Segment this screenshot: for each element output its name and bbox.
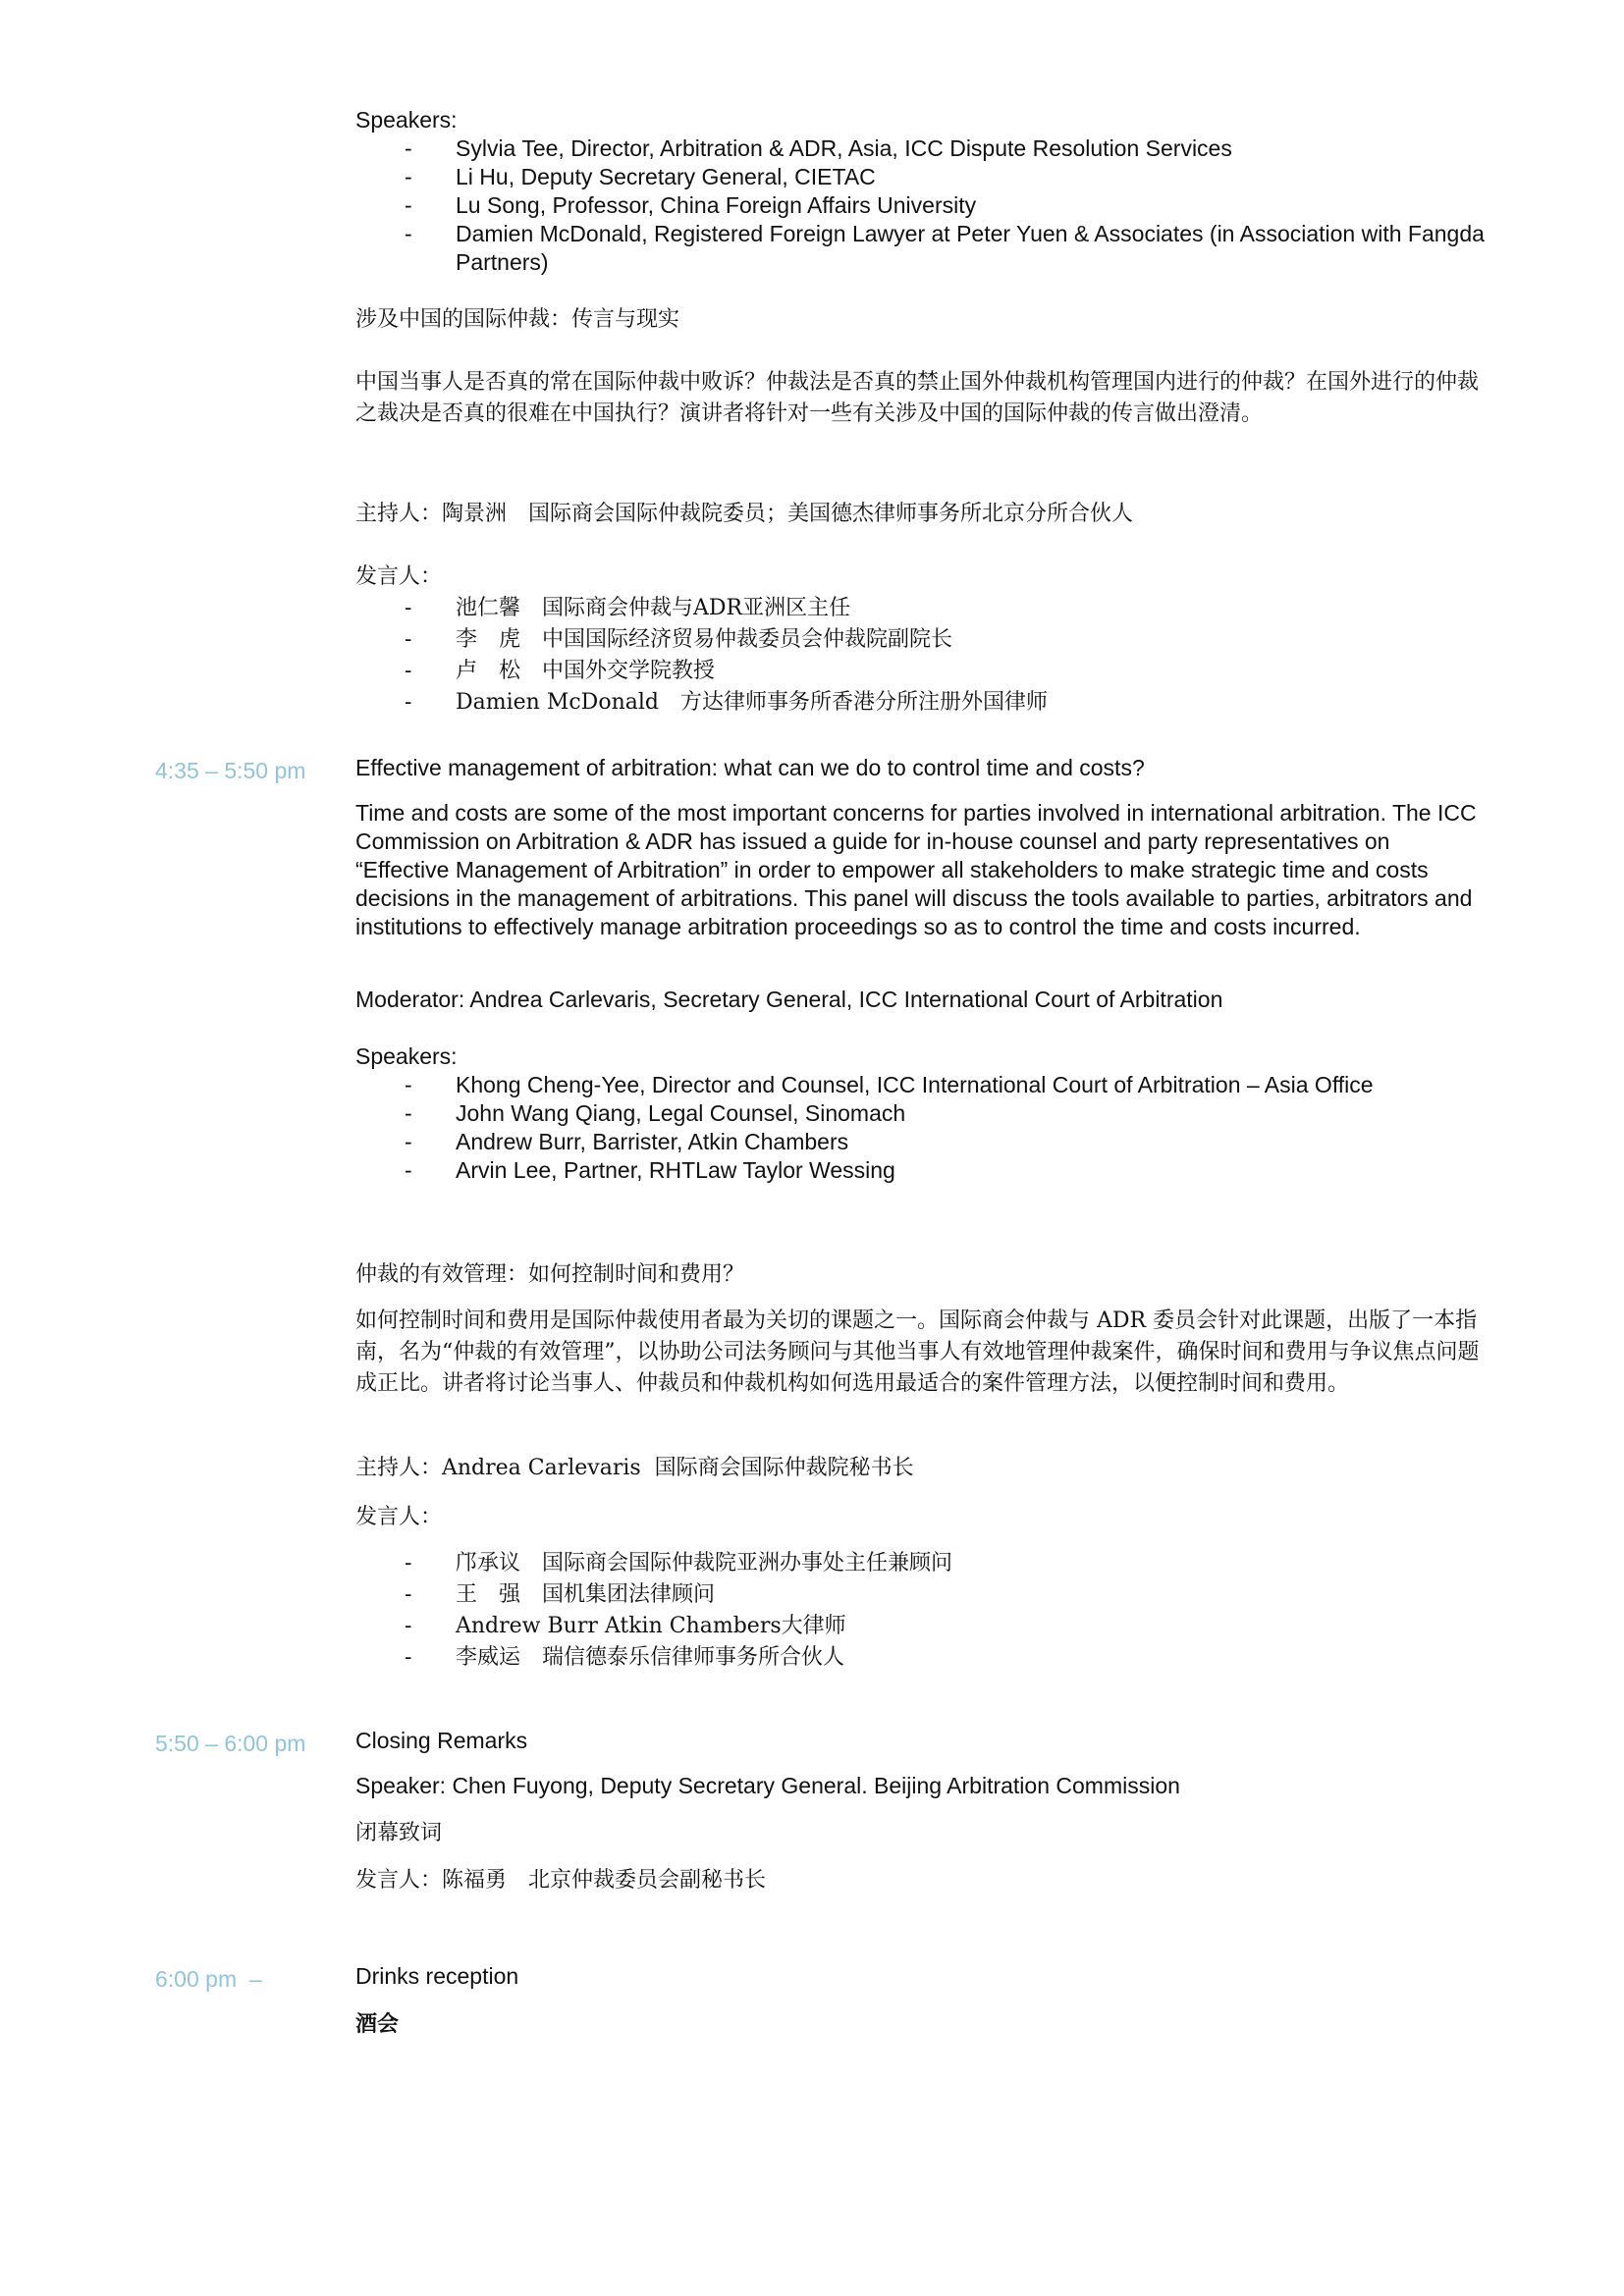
session2-cn-moderator: 主持人：Andrea Carlevaris 国际商会国际仲裁院秘书长: [355, 1456, 914, 1480]
session3-cn-title: 闭幕致词: [355, 1821, 443, 1845]
session4-cn-title: 酒会: [355, 2011, 400, 2037]
session2-cn-speakers: [355, 1502, 1485, 1674]
cn-speaker-item: - 邝承议 国际商会国际仲裁院亚洲办事处主任兼顾问: [355, 1548, 1485, 1579]
session1-cn-desc: 中国当事人是否真的常在国际仲裁中败诉？仲裁法是否真的禁止国外仲裁机构管理国内进行的仲裁？在国外进行的仲裁之裁决是否真的很难在中国执行？演讲者将针对一些有关涉及中国的国际仲裁的传言做出澄清。: [355, 370, 1480, 426]
session3-speaker: Speaker: Chen Fuyong, Deputy Secretary General. Beijing Arbitration Commission: [355, 1773, 1180, 1798]
speaker-list: [355, 134, 1485, 277]
session1-speakers: [355, 106, 1485, 277]
session3-cn-speaker: 发言人：陈福勇 北京仲裁委员会副秘书长: [355, 1868, 767, 1893]
cn-speaker-item: - 王 强 国机集团法律顾问: [355, 1579, 1485, 1611]
cn-speaker-item: - 李 虎 中国国际经济贸易仲裁委员会仲裁院副院长: [355, 624, 1485, 656]
speakers-label: Speakers:: [355, 1043, 458, 1069]
session4-time: 6:00 pm –: [155, 1966, 262, 1992]
speaker-item: - Sylvia Tee, Director, Arbitration & ADR, Asia, ICC Dispute Resolution Services: [355, 134, 1485, 163]
session2-cn-desc: 如何控制时间和费用是国际仲裁使用者最为关切的课题之一。国际商会仲裁与 ADR 委员会针对此课题，出版了一本指南，名为“仲裁的有效管理”，以协助公司法务顾问与其他当事人有效地管理仲裁案件，确保时间和费用与争议焦点问题成正比。讲者将讨论当事人、仲裁员和仲裁机构如何选用最适合的案件管理方法，以便控制时间和费用。: [355, 1308, 1480, 1396]
speaker-item: - Arvin Lee, Partner, RHTLaw Taylor Wessing: [355, 1156, 1485, 1185]
session1-cn-speakers: [355, 561, 1485, 719]
session3-title: Closing Remarks: [355, 1728, 528, 1753]
speakers-label: Speakers:: [355, 107, 458, 133]
speaker-item: - Lu Song, Professor, China Foreign Affairs University: [355, 191, 1485, 220]
speaker-item: - John Wang Qiang, Legal Counsel, Sinomach: [355, 1099, 1485, 1128]
session1-cn-title: 涉及中国的国际仲裁：传言与现实: [355, 307, 680, 332]
session2-moderator: Moderator: Andrea Carlevaris, Secretary General, ICC International Court of Arbitration: [355, 987, 1223, 1012]
session1-cn-moderator: 主持人：陶景洲 国际商会国际仲裁院委员；美国德杰律师事务所北京分所合伙人: [355, 502, 1134, 526]
speaker-item: - Li Hu, Deputy Secretary General, CIETAC: [355, 163, 1485, 191]
cn-speaker-list: [355, 593, 1485, 719]
speaker-list: [355, 1071, 1485, 1185]
cn-speaker-item: - Damien McDonald 方达律师事务所香港分所注册外国律师: [355, 687, 1485, 719]
speaker-item: - Andrew Burr, Barrister, Atkin Chambers: [355, 1128, 1485, 1156]
session2-desc: Time and costs are some of the most important concerns for parties involved in international arbitration. The ICC Commission on Arbitration & ADR has issued a guide for in-house counsel and party representatives on “Effective Management of Arbitration” in order to empower all stakeholders to make strategic time and costs decisions in the management of arbitrations. This panel will discuss the tools available to parties, arbitrators and institutions to effectively manage arbitration proceedings so as to control the time and costs incurred.: [355, 800, 1477, 939]
session2-time: 4:35 – 5:50 pm: [155, 758, 306, 783]
cn-speaker-item: - 李威运 瑞信德泰乐信律师事务所合伙人: [355, 1642, 1485, 1674]
session2-speakers: [355, 1042, 1485, 1185]
cn-speakers-label: 发言人：: [355, 564, 443, 589]
cn-speaker-item: - 池仁馨 国际商会仲裁与ADR亚洲区主任: [355, 593, 1485, 624]
cn-speaker-list: [355, 1548, 1485, 1674]
session2-title: Effective management of arbitration: what can we do to control time and costs?: [355, 755, 1145, 780]
speaker-item: - Damien McDonald, Registered Foreign Lawyer at Peter Yuen & Associates (in Association with Fangda Partners): [355, 220, 1485, 277]
session3-time: 5:50 – 6:00 pm: [155, 1731, 306, 1756]
cn-speakers-label: 发言人：: [355, 1505, 443, 1529]
cn-speaker-item: - Andrew Burr Atkin Chambers大律师: [355, 1611, 1485, 1642]
speaker-item: - Khong Cheng-Yee, Director and Counsel, ICC International Court of Arbitration – Asia Office: [355, 1071, 1485, 1099]
session4-title: Drinks reception: [355, 1963, 519, 1989]
session2-cn-title: 仲裁的有效管理：如何控制时间和费用？: [355, 1262, 745, 1287]
cn-speaker-item: - 卢 松 中国外交学院教授: [355, 656, 1485, 687]
